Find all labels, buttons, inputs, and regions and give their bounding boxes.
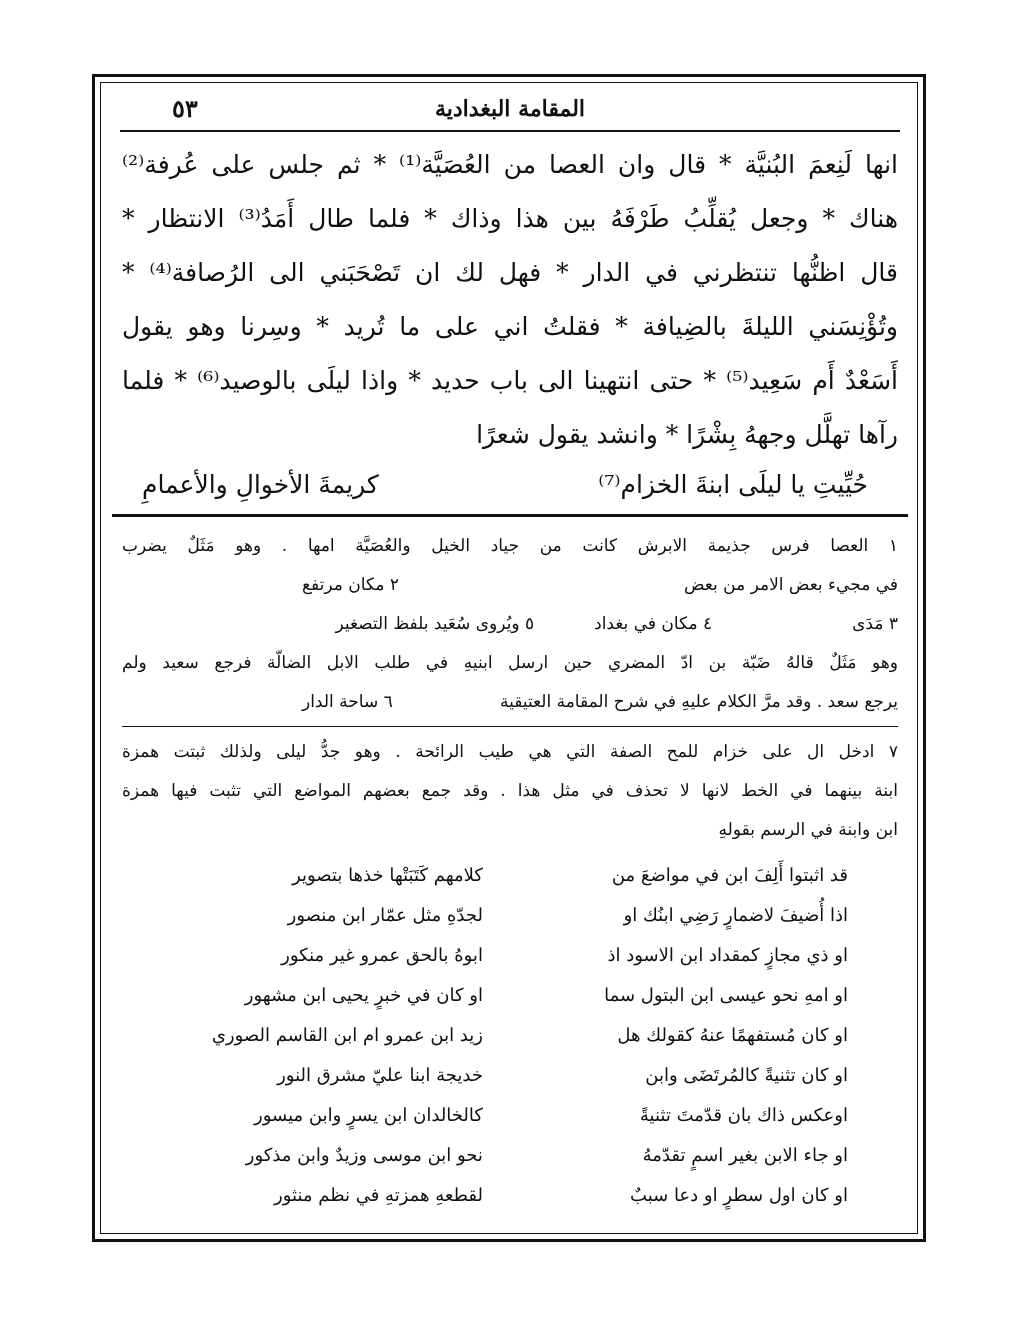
poem-hemistich-left: ابوهُ بالحق عمرو غير منكور [281, 945, 483, 966]
poem-hemistich-right: او جاء الابن بغير اسمٍ تقدّمهُ [642, 1145, 848, 1166]
poem-hemistich-left: لجدّهِ مثل عمّار ابن منصور [287, 905, 483, 926]
footnote-text: ٢ مكان مرتفع [302, 575, 399, 595]
footnote-text: في مجيء بعض الامر من بعض [683, 575, 898, 595]
poem-hemistich-right: او امهِ نحو عيسى ابن البتول سما [604, 985, 848, 1006]
footnote-line [122, 683, 898, 722]
poem-hemistich-left: خديجة ابنا عليّ مشرق النور [277, 1065, 483, 1086]
poem-row [172, 896, 848, 936]
footnote-line: وهو مَثَلٌ قالهُ ضَبّة بن ادّ المضري حين ارسل ابنيهِ في طلب الابل الضالّة فرجع سعيد ولم [122, 653, 898, 673]
poem-hemistich-left: زيد ابن عمرو ام ابن القاسم الصوري [211, 1025, 483, 1046]
main-text-line: قال اظنُّها تنتظرني في الدار * فهل لك ان تَصْحَبَني الى الرُصافة⁽⁴⁾ * [122, 258, 898, 287]
page-header [112, 88, 908, 130]
main-text-line: وتُؤْنِسَني الليلةَ بالضِيافة * فقلتُ اني على ما تُريد * وسِرنا وهو يقول [122, 312, 898, 341]
poem-hemistich-right: او كان اول سطرٍ او دعا سببٌ [630, 1185, 848, 1206]
poem-row [172, 1096, 848, 1136]
poem-hemistich-right: اذا أُضيفَ لاضمارٍ رَضِي ابنُك او [623, 905, 848, 926]
footnote-line [122, 566, 898, 605]
footnote-text: ٤ مكان في بغداد [594, 614, 713, 634]
poem-row [172, 976, 848, 1016]
poem-row [172, 1056, 848, 1096]
poem-hemistich-left: لقطعهِ همزتهِ في نظم منثور [274, 1185, 483, 1206]
poem-row [172, 936, 848, 976]
poem-hemistich-right: او كان مُستفهمًا عنهُ كقولك هل [617, 1025, 848, 1046]
poem-row [172, 1136, 848, 1176]
poem-row [172, 1176, 848, 1216]
poem-row [172, 856, 848, 896]
page-number: ٥٣ [172, 94, 198, 123]
poem-hemistich-right: قد اثبتوا أَلِفَ ابن في مواضعَ من [611, 865, 848, 886]
footnote-separator [122, 726, 898, 727]
footnote-line: ابنة بينهما في الخط لانها لا تحذف في مثل هذا . وقد جمع بعضهم المواضع التي تثبت فيها همزة [122, 781, 898, 801]
poem-hemistich-left: كالخالدان ابن يسرٍ وابن ميسور [254, 1105, 483, 1126]
footnote-line: ٧ ادخل ال على خزام للمح الصفة التي هي طيب الرائحة . وهو جدُّ ليلى ولذلك ثبتت همزة [122, 742, 898, 762]
verse-second-hemistich: كريمةَ الأخوالِ والأعمامِ [142, 470, 379, 499]
footnote-line: ابن وابنة في الرسم بقولهِ [718, 820, 898, 840]
poem-hemistich-right: او ذي مجازٍ كمقداد ابن الاسود اذ [607, 945, 848, 966]
poem-hemistich-right: او كان تثنيةً كالمُرتَضَى وابن [645, 1065, 848, 1086]
poem-hemistich-left: نحو ابن موسى وزيدٌ وابن مذكور [245, 1145, 483, 1166]
page [112, 88, 908, 1228]
footnote-line [122, 605, 898, 644]
footnote-text: ٦ ساحة الدار [302, 692, 393, 712]
main-text-line: انها لَنِعمَ البُنيَّة * قال وان العصا من العُصَيَّة⁽¹⁾ * ثم جلس على عُرفة⁽²⁾ [122, 150, 898, 179]
poem-hemistich-right: اوعكس ذاك بان قدّمتَ تثنيةً [639, 1105, 848, 1126]
main-text [112, 132, 908, 514]
main-text-line: رآها تهلَّل وجههُ بِشْرًا * وانشد يقول شعرًا [476, 420, 898, 449]
poem-row [172, 1016, 848, 1056]
verse-first-hemistich: حُيِّيتِ يا ليلَى ابنةَ الخزام⁽⁷⁾ [598, 470, 868, 499]
footnote-text: يرجع سعد . وقد مرَّ الكلام عليهِ في شرح المقامة العتيقية [499, 692, 898, 712]
running-title: المقامة البغدادية [434, 96, 586, 122]
poem-hemistich-left: او كان في خبرٍ يحيى ابن مشهور [244, 985, 483, 1006]
footnotes [112, 517, 908, 850]
main-text-line: أَسَعْدٌ أَم سَعِيد⁽⁵⁾ * حتى انتهينا الى باب حديد * واذا ليلَى بالوصيد⁽⁶⁾ * فلما [122, 366, 898, 395]
footnote-text: ٣ مَدَى [852, 614, 898, 634]
poem [112, 850, 908, 1216]
poem-hemistich-left: كلامهم كَتَبَتْها خذها بتصوير [292, 865, 483, 886]
main-text-line: هناك * وجعل يُقلِّبُ طَرْفَهُ بين هذا وذاك * فلما طال أَمَدُ⁽³⁾ الانتظار * [122, 204, 898, 233]
footnote-text: ٥ ويُروى سُعَيد بلفظ التصغير [335, 614, 535, 634]
footnote-line: ١ العصا فرس جذيمة الابرش كانت من جياد الخيل والعُصَيَّة امها . وهو مَثَلٌ يضرب [122, 536, 898, 556]
verse-line [122, 462, 898, 514]
